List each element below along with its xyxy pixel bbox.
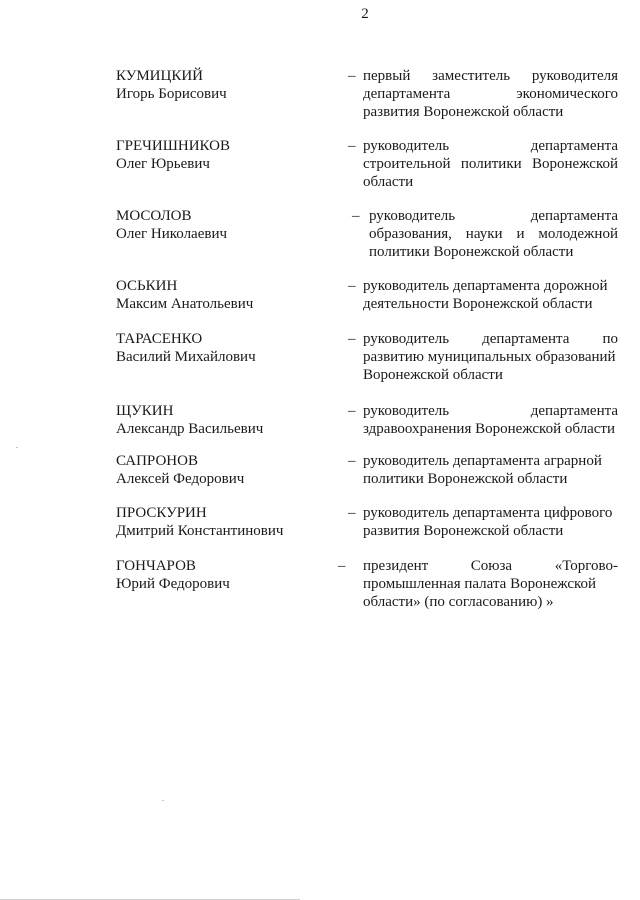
member-name — [116, 452, 336, 488]
position-line: деятельности Воронежской области — [363, 296, 593, 312]
member-given-names: Василий Михайлович — [116, 349, 256, 365]
position-line: Воронежской области — [363, 367, 503, 383]
position-line: образования, науки и молодежной — [369, 226, 618, 242]
member-position — [363, 504, 618, 540]
position-line: области» (по согласованию) » — [363, 594, 554, 610]
member-position — [363, 402, 618, 438]
member-name — [116, 277, 336, 313]
position-line: руководитель департамента дорожной — [363, 278, 608, 294]
position-line: области — [363, 174, 414, 190]
member-surname: ГРЕЧИШНИКОВ — [116, 138, 231, 154]
position-line: руководитель департамента по — [363, 331, 618, 347]
member-name — [116, 67, 336, 103]
position-line: президент Союза «Торгово- — [363, 558, 618, 574]
member-surname: КУМИЦКИЙ — [116, 68, 203, 84]
member-position — [363, 452, 618, 488]
position-line: руководитель департамента — [363, 403, 618, 419]
member-position — [363, 67, 618, 121]
entry-dash: – — [348, 331, 356, 347]
position-line: развития Воронежской области — [363, 523, 564, 539]
entry-dash: – — [348, 138, 356, 154]
member-name — [116, 402, 336, 438]
member-given-names: Максим Анатольевич — [116, 296, 254, 312]
position-line: руководитель департамента аграрной — [363, 453, 602, 469]
position-line: первый заместитель руководителя — [363, 68, 618, 84]
member-surname: ТАРАСЕНКО — [116, 331, 203, 347]
position-line: развития Воронежской области — [363, 104, 564, 120]
entry-dash: – — [348, 403, 356, 419]
member-given-names: Юрий Федорович — [116, 576, 230, 592]
position-line: здравоохранения Воронежской области — [363, 421, 615, 437]
position-line: руководитель департамента — [369, 208, 618, 224]
member-given-names: Олег Николаевич — [116, 226, 228, 242]
scan-speck — [16, 447, 18, 448]
member-given-names: Алексей Федорович — [116, 471, 245, 487]
member-surname: МОСОЛОВ — [116, 208, 192, 224]
entry-dash: – — [348, 453, 356, 469]
member-name — [116, 137, 336, 173]
member-given-names: Александр Васильевич — [116, 421, 264, 437]
member-name — [116, 557, 336, 593]
member-position — [363, 557, 618, 611]
member-position — [369, 207, 618, 261]
position-line: руководитель департамента — [363, 138, 618, 154]
member-given-names: Игорь Борисович — [116, 86, 227, 102]
member-given-names: Олег Юрьевич — [116, 156, 210, 172]
member-surname: ОСЬКИН — [116, 278, 178, 294]
member-name — [116, 207, 336, 243]
position-line: промышленная палата Воронежской — [363, 576, 597, 592]
position-line: политики Воронежской области — [369, 244, 574, 260]
position-line: строительной политики Воронежской — [363, 156, 618, 172]
position-line: департамента экономического — [363, 86, 618, 102]
entry-dash: – — [348, 505, 356, 521]
position-line: политики Воронежской области — [363, 471, 568, 487]
member-position — [363, 277, 618, 313]
member-given-names: Дмитрий Константинович — [116, 523, 284, 539]
member-position — [363, 330, 618, 384]
position-line: развитию муниципальных образований — [363, 349, 616, 365]
entry-dash: – — [348, 278, 356, 294]
position-line: руководитель департамента цифрового — [363, 505, 613, 521]
entry-dash: – — [338, 558, 346, 574]
member-surname: САПРОНОВ — [116, 453, 198, 469]
scan-speck — [162, 800, 164, 801]
entry-dash: – — [348, 68, 356, 84]
member-surname: ЩУКИН — [116, 403, 174, 419]
entry-dash: – — [352, 208, 360, 224]
member-name — [116, 330, 336, 366]
page-number: 2 — [361, 6, 369, 22]
member-name — [116, 504, 336, 540]
member-surname: ПРОСКУРИН — [116, 505, 207, 521]
member-surname: ГОНЧАРОВ — [116, 558, 196, 574]
member-position — [363, 137, 618, 191]
